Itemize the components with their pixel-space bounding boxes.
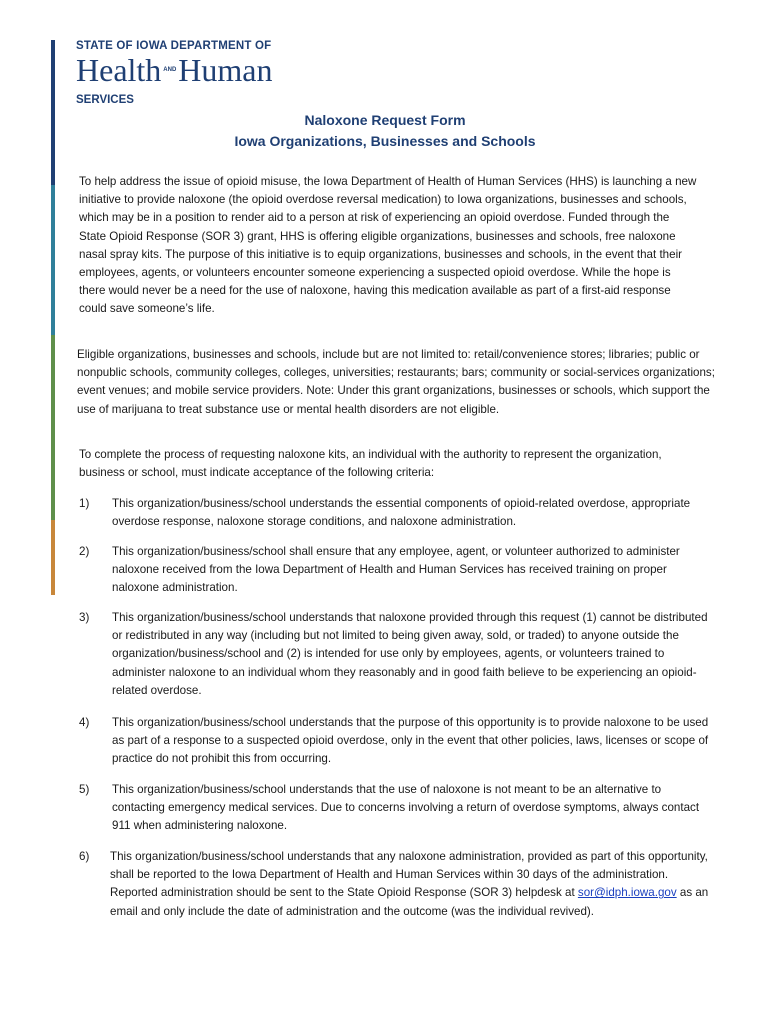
helpdesk-email-link[interactable]: sor@idph.iowa.gov	[577, 886, 677, 900]
title-line-1: Naloxone Request Form	[304, 112, 466, 128]
logo-main-line	[76, 54, 273, 86]
logo-and: AND	[163, 67, 177, 73]
accent-bar-gold	[51, 520, 55, 595]
criteria-text-after: as an email and only include the date of administration and the outcome (was the individual revived).	[110, 886, 709, 918]
criteria-number: 1)	[79, 497, 90, 510]
title-line-2: Iowa Organizations, Businesses and Schools	[234, 133, 536, 149]
criteria-text: This organization/business/school understands that naloxone provided through this request (1) cannot be distributed or redistributed in any way (including but not limited to being given away, sold, or traded) to anyone outside the organization/business/school and (2) is intended for use only by employees, agents, or volunteers trained to administer naloxone to an individual whom they reasonably and in good faith believe to be experiencing an opioid-related overdose.	[112, 611, 708, 697]
form-title	[0, 110, 770, 152]
criteria-number: 5)	[79, 783, 90, 796]
criteria-number: 4)	[79, 716, 90, 729]
criteria-text: This organization/business/school understands the essential components of opioid-related overdose, appropriate overdose response, naloxone storage conditions, and naloxone administration.	[112, 497, 691, 529]
criteria-text	[110, 848, 710, 921]
logo-bottom-line: SERVICES	[76, 94, 134, 106]
criteria-number: 2)	[79, 545, 90, 558]
criteria-text: This organization/business/school understands that the purpose of this opportunity is to provide naloxone to be used as part of a response to a suspected opioid overdose, only in the event that other policies, laws, licenses or scope of practice do not prohibit this from occurring.	[112, 716, 709, 766]
logo-human: Human	[178, 52, 273, 88]
accent-bar-green	[51, 335, 55, 520]
accent-bar-teal	[51, 185, 55, 335]
criteria-number: 6)	[79, 850, 90, 863]
criteria-number: 3)	[79, 611, 90, 624]
criteria-text: This organization/business/school shall ensure that any employee, agent, or volunteer authorized to administer naloxone received from the Iowa Department of Health and Human Services has received training on proper naloxone administration.	[112, 545, 680, 595]
hhs-logo	[76, 40, 273, 106]
criteria-text: This organization/business/school understands that the use of naloxone is not meant to be an alternative to contacting emergency medical services. Due to concerns involving a return of overdose symptoms, always contact 911 when administering naloxone.	[112, 783, 700, 833]
logo-health: Health	[76, 52, 162, 88]
criteria-text-before: This organization/business/school understands that any naloxone administration, provided as part of this opportunity, shall be reported to the Iowa Department of Health and Human Services within 30 days of the administration. Reported administration should be sent to the State Opioid Response (SOR 3) helpdesk at	[110, 850, 708, 900]
process-paragraph: To complete the process of requesting naloxone kits, an individual with the authority to represent the organization, business or school, must indicate acceptance of the following criteria:	[79, 448, 662, 480]
intro-paragraph: To help address the issue of opioid misuse, the Iowa Department of Health of Human Services (HHS) is launching a new initiative to provide naloxone (the opioid overdose reversal medication) to Iowa organizations, businesses and schools, which may be in a position to render aid to a person at risk of experiencing an opioid overdose. Funded through the State Opioid Response (SOR 3) grant, HHS is offering eligible organizations, businesses and schools, free naloxone nasal spray kits. The purpose of this initiative is to equip organizations, businesses and schools, in the event that their employees, agents, or volunteers encounter someone experiencing a suspected opioid overdose. While the hope is there would never be a need for the use of naloxone, having this medication available as part of a first-aid response could save someone’s life.	[79, 175, 697, 316]
eligibility-paragraph: Eligible organizations, businesses and schools, include but are not limited to: retail/convenience stores; libraries; public or nonpublic schools, community colleges, colleges, universities; restaurants; bars; community or social-services organizations; event venues; and mobile service providers. Note: Under this grant organizations, businesses or schools, which support the use of marijuana to treat substance use or mental health disorders are not eligible.	[77, 348, 715, 416]
logo-top-line: STATE OF IOWA DEPARTMENT OF	[76, 40, 272, 52]
